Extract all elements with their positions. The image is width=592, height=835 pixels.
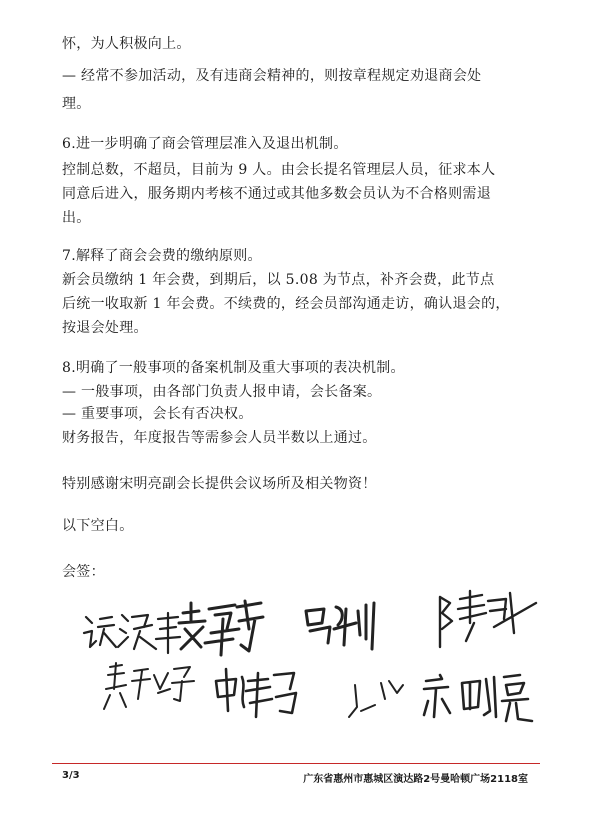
section-heading: 7.解释了商会会费的缴纳原则。 bbox=[62, 248, 262, 264]
body-line: 同意后进入，服务期内考核不通过或其他多数会员认为不合格则需退 bbox=[62, 186, 491, 202]
signature-1 bbox=[82, 607, 182, 657]
page-number: 3/3 bbox=[62, 770, 80, 781]
signature-8 bbox=[420, 671, 550, 729]
body-line: 新会员缴纳 1 年会费，到期后，以 5.08 为节点，补齐会费，此节点 bbox=[62, 272, 495, 288]
body-line: 出。 bbox=[62, 210, 91, 226]
body-line: 控制总数，不超员，目前为 9 人。由会长提名管理层人员，征求本人 bbox=[62, 162, 496, 178]
signature-5 bbox=[98, 659, 198, 719]
signature-6 bbox=[210, 667, 300, 727]
body-line: 理。 bbox=[62, 96, 91, 112]
section-heading: 8.明确了一般事项的备案机制及重大事项的表决机制。 bbox=[62, 360, 405, 376]
thanks-line: 特别感谢宋明亮副会长提供会议场所及相关物资！ bbox=[62, 476, 377, 492]
body-line: 按退会处理。 bbox=[62, 320, 148, 336]
countersign-label: 会签： bbox=[62, 564, 105, 580]
body-line: — 重要事项，会长有否决权。 bbox=[62, 406, 253, 422]
section-heading: 6.进一步明确了商会管理层准入及退出机制。 bbox=[62, 136, 348, 152]
body-line: 后统一收取新 1 年会费。不续费的，经会员部沟通走访，确认退会的， bbox=[62, 296, 510, 312]
body-line: — 一般事项，由各部门负责人报申请，会长备案。 bbox=[62, 384, 382, 400]
footer-divider bbox=[52, 763, 540, 764]
signature-2 bbox=[175, 599, 265, 657]
body-line: 财务报告，年度报告等需参会人员半数以上通过。 bbox=[62, 430, 377, 446]
signature-7 bbox=[345, 677, 411, 723]
blank-notice: 以下空白。 bbox=[62, 518, 134, 534]
signature-block bbox=[60, 575, 560, 745]
body-line: 怀，为人积极向上。 bbox=[62, 36, 191, 52]
body-line: — 经常不参加活动，及有违商会精神的，则按章程规定劝退商会处 bbox=[62, 68, 482, 84]
signature-3 bbox=[300, 599, 380, 651]
signature-4 bbox=[430, 589, 540, 653]
footer-address: 广东省惠州市惠城区演达路2号曼哈顿广场2118室 bbox=[303, 774, 528, 785]
